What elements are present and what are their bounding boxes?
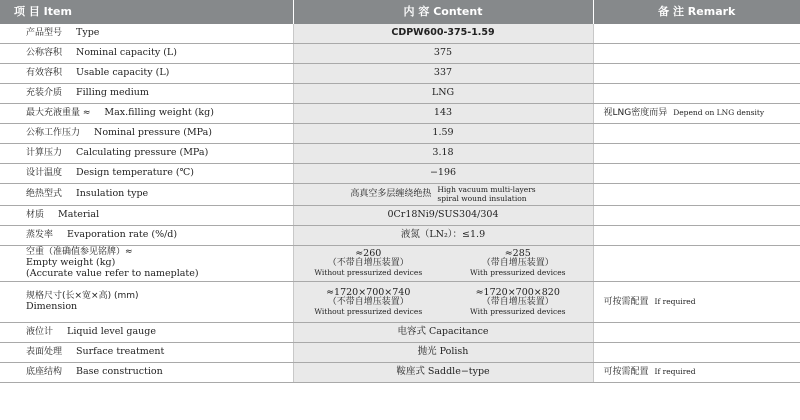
row-surface-treatment — [0, 343, 800, 363]
item-value-right: ≈285 （带自增压装置） With pressurized devices — [443, 246, 593, 282]
row-nominal-capacity — [0, 44, 800, 64]
item-label: 绝热型式 Insulation type — [0, 184, 293, 206]
header-remark: 备 注 Remark — [593, 0, 800, 24]
item-value-right: ≈1720×700×820 （带自增压装置） With pressurized devices — [443, 282, 593, 323]
item-value: 液氮（LN₂）：≤1.9 — [293, 226, 593, 246]
item-value-left: ≈1720×700×740 （不带自增压装置） Without pressurized devices — [293, 282, 443, 323]
item-label: 公称容积 Nominal capacity (L) — [0, 44, 293, 64]
item-remark — [593, 124, 800, 144]
row-base-construction — [0, 363, 800, 383]
row-usable-capacity — [0, 64, 800, 84]
item-remark — [593, 44, 800, 64]
row-material — [0, 206, 800, 226]
row-max-filling-weight — [0, 104, 800, 124]
item-value: 1.59 — [293, 124, 593, 144]
item-remark: 可按需配置 If required — [593, 363, 800, 383]
item-remark — [593, 24, 800, 44]
header-item: 项 目 Item — [0, 0, 293, 24]
row-evaporation-rate — [0, 226, 800, 246]
item-label: 设计温度 Design temperature (℃) — [0, 164, 293, 184]
item-value: 电容式 Capacitance — [293, 323, 593, 343]
item-remark — [593, 144, 800, 164]
item-value: 337 — [293, 64, 593, 84]
item-label: 材质 Material — [0, 206, 293, 226]
item-value: 鞍座式 Saddle−type — [293, 363, 593, 383]
header-content: 内 容 Content — [293, 0, 593, 24]
item-label: 产品型号 Type — [0, 24, 293, 44]
item-label: 空重（准确值参见铭牌）≈ Empty weight (kg) (Accurate value refer to nameplate) — [0, 246, 293, 282]
item-remark — [593, 64, 800, 84]
item-remark — [593, 184, 800, 206]
row-empty-weight — [0, 246, 800, 282]
item-label: 最大充液重量 ≈ Max.filling weight (kg) — [0, 104, 293, 124]
item-value: 143 — [293, 104, 593, 124]
row-nominal-pressure — [0, 124, 800, 144]
row-filling-medium — [0, 84, 800, 104]
row-calculating-pressure — [0, 144, 800, 164]
item-label: 计算压力 Calculating pressure (MPa) — [0, 144, 293, 164]
header-row — [0, 0, 800, 24]
item-remark — [593, 226, 800, 246]
item-remark: 可按需配置 If required — [593, 282, 800, 323]
item-label: 充装介质 Filling medium — [0, 84, 293, 104]
row-type — [0, 24, 800, 44]
item-label: 液位计 Liquid level gauge — [0, 323, 293, 343]
item-remark — [593, 246, 800, 282]
item-value: 抛光 Polish — [293, 343, 593, 363]
item-remark: 视LNG密度而异 Depend on LNG density — [593, 104, 800, 124]
item-label: 公称工作压力 Nominal pressure (MPa) — [0, 124, 293, 144]
item-value-left: ≈260 （不带自增压装置） Without pressurized devices — [293, 246, 443, 282]
item-value: −196 — [293, 164, 593, 184]
item-value: CDPW600-375-1.59 — [293, 24, 593, 44]
item-label: 底座结构 Base construction — [0, 363, 293, 383]
item-value: 375 — [293, 44, 593, 64]
item-remark — [593, 323, 800, 343]
item-remark — [593, 206, 800, 226]
row-insulation-type — [0, 184, 800, 206]
row-dimension — [0, 282, 800, 323]
item-label: 表面处理 Surface treatment — [0, 343, 293, 363]
row-design-temperature — [0, 164, 800, 184]
item-value: 0Cr18Ni9/SUS304/304 — [293, 206, 593, 226]
item-label: 规格尺寸(长×宽×高) (mm) Dimension — [0, 282, 293, 323]
item-label: 有效容积 Usable capacity (L) — [0, 64, 293, 84]
item-label: 蒸发率 Evaporation rate (%/d) — [0, 226, 293, 246]
row-liquid-level-gauge — [0, 323, 800, 343]
item-remark — [593, 343, 800, 363]
item-remark — [593, 164, 800, 184]
item-value: LNG — [293, 84, 593, 104]
item-remark — [593, 84, 800, 104]
item-value: 3.18 — [293, 144, 593, 164]
item-value: 高真空多层缠绕绝热 High vacuum multi-layers spiral wound insulation — [293, 184, 593, 206]
